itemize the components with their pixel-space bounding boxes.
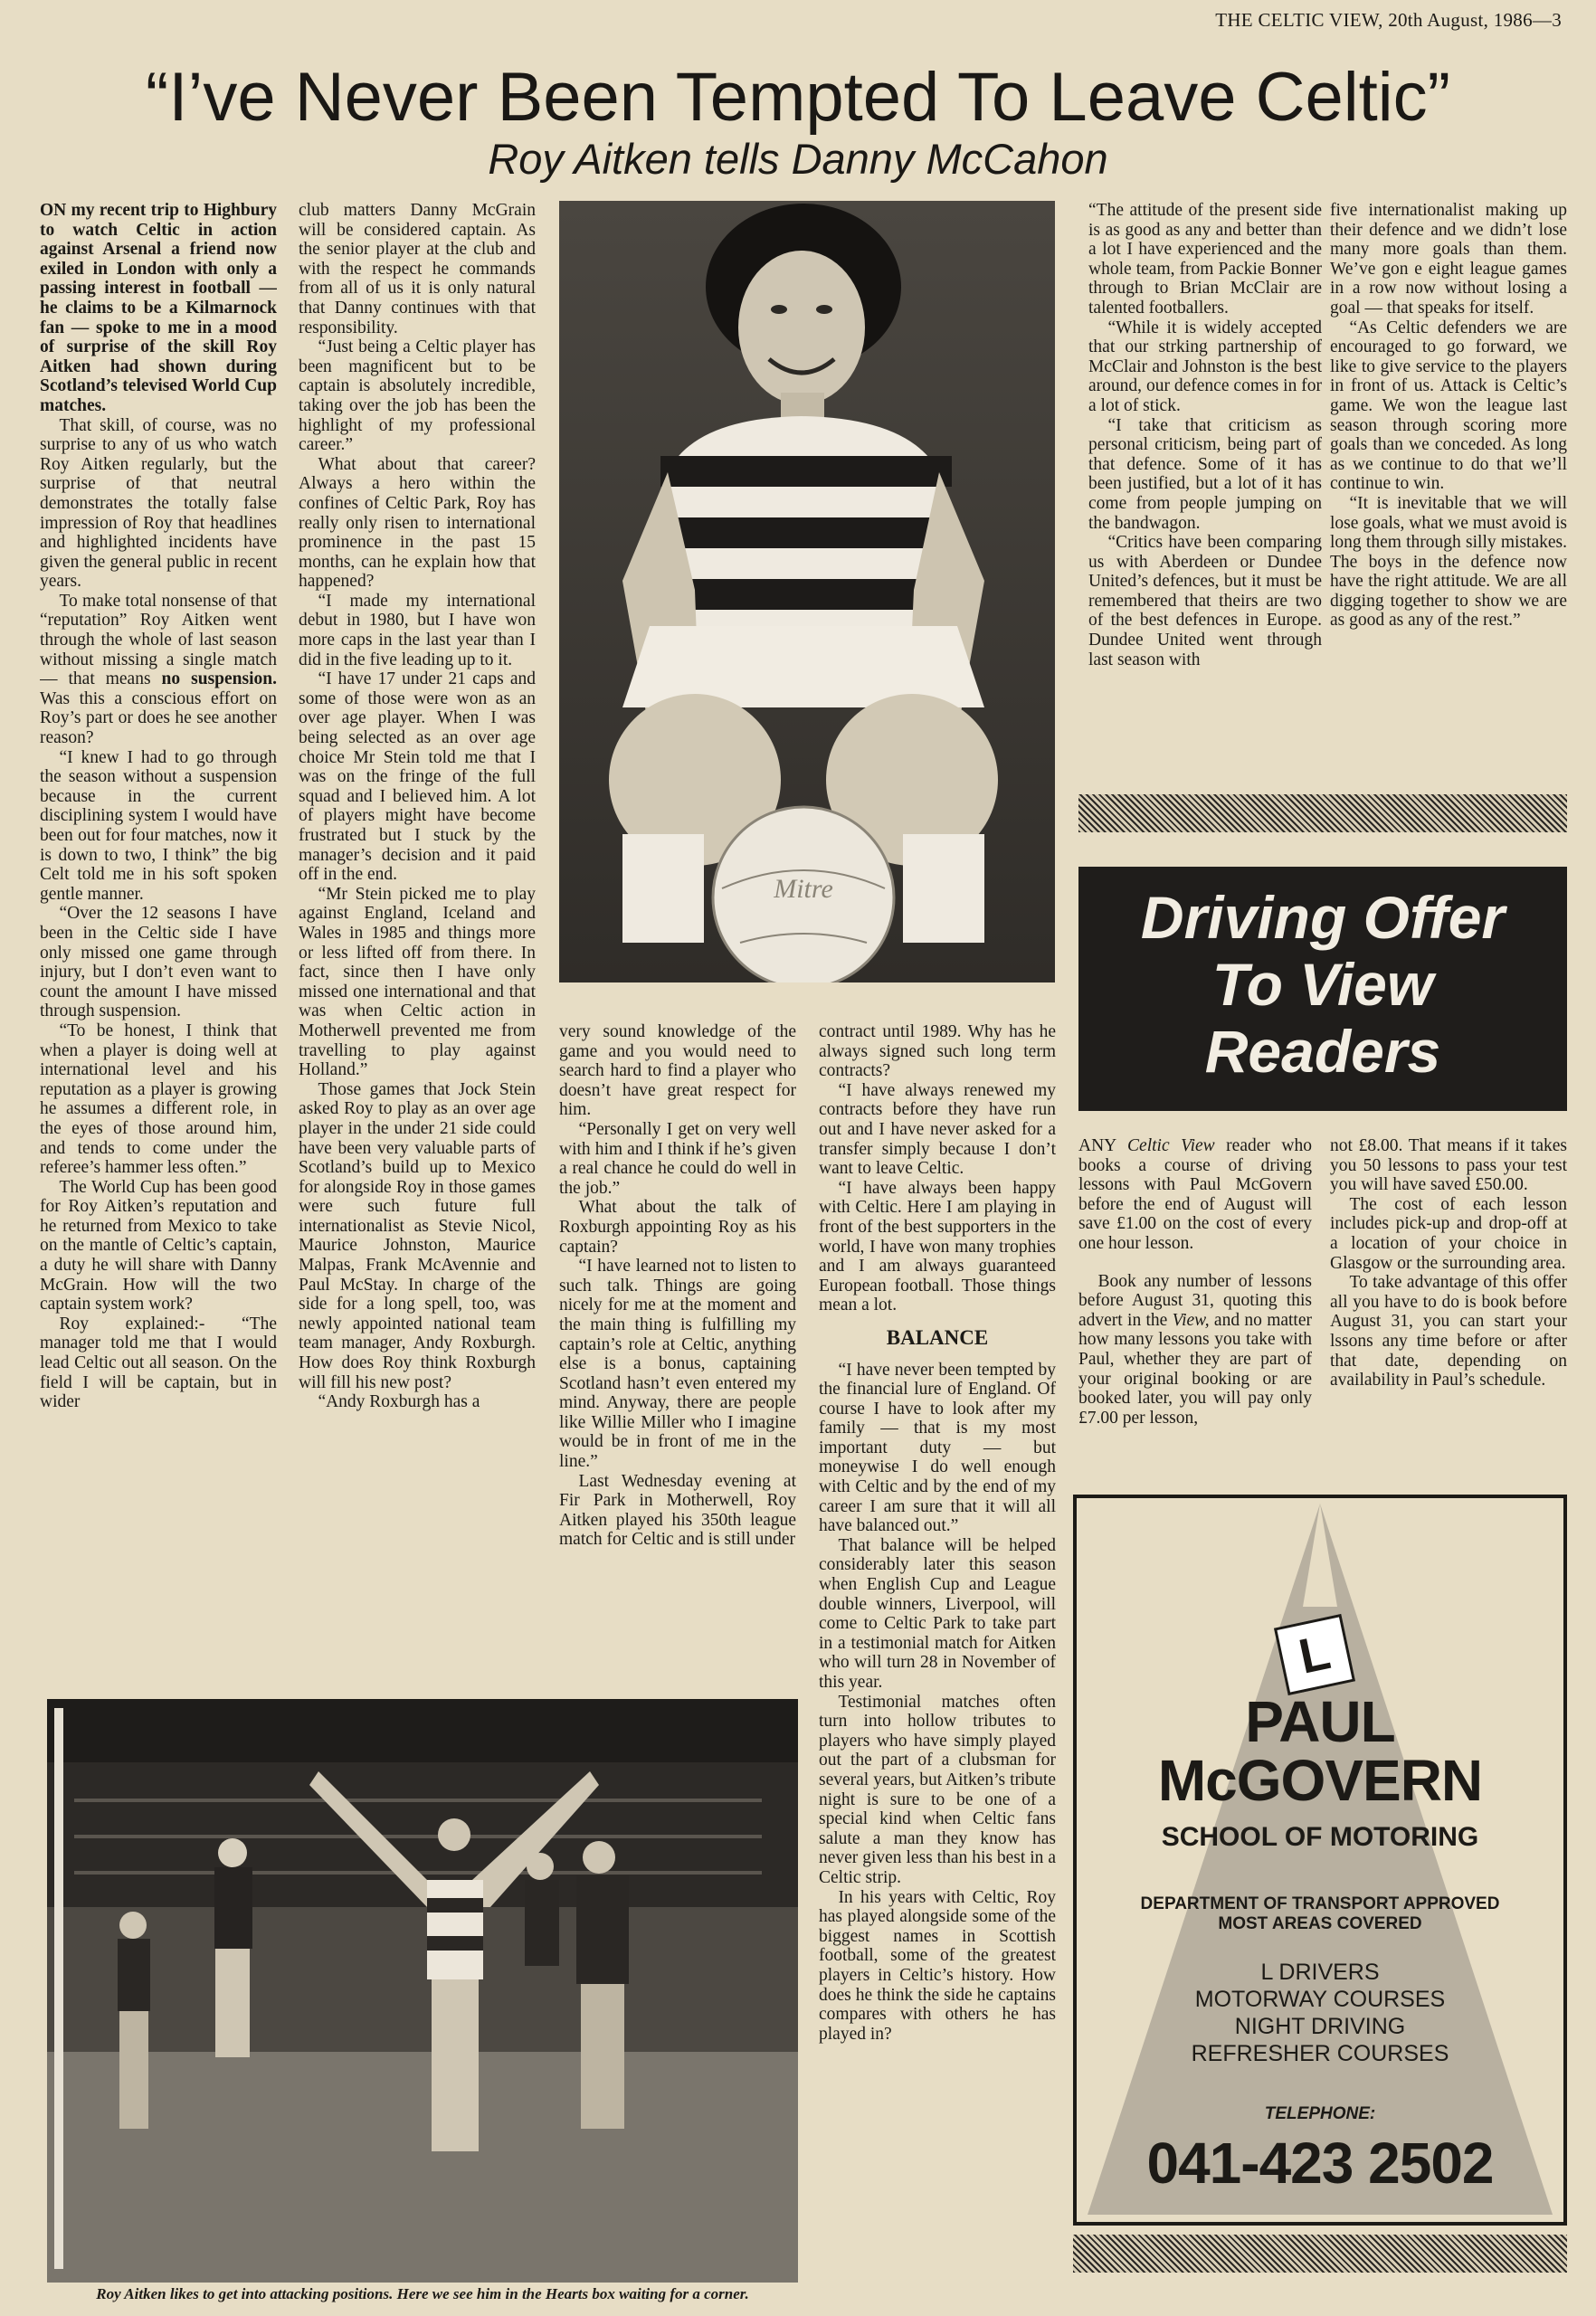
paragraph: That skill, of course, was no surprise to any of us who watch Roy Aitken regularly, but the surprise of that neutral demonstrates the totally false impression of Roy that headlines and highlighted incidents have given the general public in recent years.: [40, 415, 277, 592]
paragraph: “To be honest, I think that when a player is doing well at international level and his reputation as a player is growing he assumes a different role, in the eyes of those around him, and tends to come under the referee’s hammer less often.”: [40, 1020, 277, 1178]
portrait-illustration: [559, 201, 1055, 982]
paragraph: five internationalist making up their defence and we didn’t lose many more goals than them. We’ve gon e eight league games in a row now without losing a goal — that speaks for itself.: [1330, 201, 1567, 318]
paragraph: The World Cup has been good for Roy Aitken’s reputation and he returned from Mexico to take on the mantle of Celtic’s captain, a duty he will share with Danny McGrain. How will the two captain system work?: [40, 1177, 277, 1315]
match-action-illustration: [47, 1699, 798, 2283]
paragraph: That balance will be helped considerably later this season when English Cup and League double winners, Liverpool, will come to Celtic Park to take part in a testimonial match for Aitken who will turn 28 in November of this year.: [819, 1535, 1056, 1692]
advert-dept-line-2: MOST AREAS COVERED: [1218, 1914, 1422, 1933]
article-column-3: [559, 1022, 796, 1656]
paragraph: “I made my international debut in 1980, but I have won more caps in the last year than I did in the five leading up to it.: [299, 591, 536, 669]
paragraph: “While it is widely accepted that our strking partnership of McClair and Johnston is the best around, our defence comes in for a lot of stick.: [1088, 318, 1322, 415]
l-plate-badge: [1274, 1614, 1355, 1695]
paragraph: “I have always renewed my contracts before they have run out and I have never asked for a transfer simply because I don’t want to leave Celtic.: [819, 1080, 1056, 1179]
promo-paragraph: not £8.00. That means if it takes you 50 lessons to pass your test you will have saved £50.00.: [1330, 1136, 1567, 1195]
advert-school: SCHOOL OF MOTORING: [1161, 1822, 1479, 1852]
promo-text-left: [1078, 1136, 1312, 1489]
promo-text-right: [1330, 1136, 1567, 1489]
promo-hatched-border-top: [1078, 794, 1567, 832]
paragraph: “I have never been tempted by the financial lure of England. Of course I have to look after my family — that is my most important duty — but moneywise I do well enough with Celtic and by the end of my career I am sure that it will all have balanced out.”: [819, 1360, 1056, 1536]
intro-paragraph: ON my recent trip to Highbury to watch Celtic in action against Arsenal a friend now exiled in London with only a passing interest in football — he claims to be a Kilmarnock fan — spoke to me in a mood of surprise of the skill Roy Aitken had shown during Scotland’s televised World Cup matches.: [40, 201, 277, 415]
paragraph: What about that career? Always a hero within the confines of Celtic Park, Roy has really only risen to international prominence in the past 15 months, can he explain how that happened?: [299, 454, 536, 592]
l-plate-letter: L: [1294, 1625, 1335, 1685]
paragraph: contract until 1989. Why has he always signed such long term contracts?: [819, 1022, 1056, 1081]
article-column-4: [819, 1022, 1056, 2289]
photo-roy-aitken-portrait: [559, 201, 1055, 982]
promo-paragraph: ANY Celtic View reader who books a course of driving lessons with Paul McGovern before the end of August will save £1.00 on the cost of every one hour lesson.: [1078, 1136, 1312, 1253]
paragraph: Last Wednesday evening at Fir Park in Motherwell, Roy Aitken played his 350th league match for Celtic and is still under: [559, 1471, 796, 1550]
advert-service-item: REFRESHER COURSES: [1191, 2041, 1449, 2066]
paragraph: “The attitude of the present side is as good as any and better than a lot I have experienced and the whole team, from Packie Bonner through to Brian McClair are talented footballers.: [1088, 201, 1322, 318]
article-column-2: [299, 201, 536, 1666]
article-column-5: [1088, 201, 1322, 771]
paragraph: “It is inevitable that we will lose goals, what we must avoid is long them through silly mistakes. The boys in the defence now have the right attitude. We are all digging together to show we are as good as any of the rest.”: [1330, 493, 1567, 631]
advert-name-line-1: PAUL: [1245, 1689, 1395, 1754]
paragraph: “I have always been happy with Celtic. Here I am playing in front of the best supporters in the world, I have won many trophies and I am always guaranteed European football. Those things mean a lot.: [819, 1178, 1056, 1315]
paragraph: “Mr Stein picked me to play against England, Iceland and Wales in 1985 and things more or less lifted off from there. In fact, since then I have only missed one international and that was when Celtic action in Motherwell prevented me from travelling to play against Holland.”: [299, 884, 536, 1080]
paragraph: “Personally I get on very well with him and I think if he’s given a real chance he could do well in the job.”: [559, 1119, 796, 1198]
paragraph: “I have 17 under 21 caps and some of those were won as an over age player. When I was being selected as an over age choice Mr Stein told me that I was on the fringe of the full squad and I believed him. A lot of players might have become frustrated but I stuck by the manager’s decision and it paid off in the end.: [299, 669, 536, 885]
advert-service-item: MOTORWAY COURSES: [1194, 1987, 1446, 2012]
ball-brand-text: Mitre: [774, 874, 833, 904]
paragraph: “I knew I had to go through the season without a suspension because in the current disciplining system I would have been out for four matches, now it is down to two, I think” the big Celt told me in his soft spoken gentle manner.: [40, 747, 277, 904]
article-column-1: [40, 201, 277, 1666]
photo-caption: Roy Aitken likes to get into attacking positions. Here we see him in the Hearts box waiting for a corner.: [96, 2285, 749, 2302]
paragraph: “Just being a Celtic player has been magnificent but to be captain is absolutely incredible, taking over the job has been the highlight of my professional career.”: [299, 337, 536, 455]
promo-paragraph: Book any number of lessons before August 31, quoting this advert in the View, and no matter how many lessons you take with Paul, whether they are part of your original booking or are booked later, you will pay only £7.00 per lesson,: [1078, 1271, 1312, 1428]
paragraph: To make total nonsense of that “reputation” Roy Aitken went through the whole of last season without missing a single match — that means no suspension. Was this a conscious effort on Roy’s part or does he see another reason?: [40, 591, 277, 748]
paragraph: “Andy Roxburgh has a: [318, 1392, 480, 1412]
advert-telephone-number: 041-423 2502: [1146, 2131, 1494, 2196]
paragraph: In his years with Celtic, Roy has played alongside some of the biggest names in Scottish football, some of the greatest players in Celtic’s history. How does he think the side he captains compares with others he has played in?: [819, 1887, 1056, 2044]
promo-title-line-2: To View: [1211, 951, 1434, 1018]
paragraph: very sound knowledge of the game and you would need to search hard to find a player who doesn’t have great respect for him.: [559, 1022, 796, 1120]
paragraph: “I have learned not to listen to such talk. Things are going nicely for me at the moment and the main thing is fulfilling my captain’s role at Celtic, anything else is a bonus, captaining Scotland hasn’t even entered my mind. Anyway, there are people like Willie Miller who I imagine would be in front of me in the line.”: [559, 1257, 796, 1472]
promo-title-box: [1078, 867, 1567, 1111]
advert-dept-line-1: DEPARTMENT OF TRANSPORT APPROVED: [1140, 1894, 1500, 1913]
paragraph: “I take that criticism as personal criticism, being part of that defence. Some of it has been justified, but a lot of it has come from people jumping on the bandwagon.: [1088, 415, 1322, 533]
paragraph: Roy explained:- “The manager told me that I would lead Celtic out all season. On the field I will be captain, but in wider: [40, 1314, 277, 1412]
advert-paul-mcgovern: [1073, 1495, 1567, 2226]
promo-paragraph: To take advantage of this offer all you have to do is book before August 31, you can start your lssons any time before or after that date, depending on availability in Paul’s schedule.: [1330, 1273, 1567, 1391]
advert-name-line-2: McGOVERN: [1157, 1748, 1483, 1813]
paragraph: What about the talk of Roxburgh appointing Roy as his captain?: [559, 1198, 796, 1257]
paragraph: Testimonial matches often turn into hollow tributes to players who have simply played out the part of a clubsman for several years, but Aitken’s tribute night is sure to be one of a special kind when Celtic fans salute a man they know has never given less than his best in a Celtic strip.: [819, 1692, 1056, 1887]
paragraph: Those games that Jock Stein asked Roy to play as an over age player in the under 21 side could have been very valuable parts of Scotland’s build up to Mexico for alongside Roy in those games were such future full internationalist as Stevie Nicol, Maurice Johnston, Maurice Malpas, Frank McAvennie and Paul McStay. In charge of the side for a long spell, too, was newly appointed national team team manager, Andy Roxburgh. How does Roy think Roxburgh will fill his new post?: [299, 1079, 536, 1392]
photo-match-action: [47, 1699, 798, 2283]
headline: “I’ve Never Been Tempted To Leave Celtic”: [146, 59, 1450, 136]
promo-title-line-1: Driving Offer: [1140, 884, 1506, 951]
article-column-6: [1330, 201, 1567, 771]
advert-service-item: L DRIVERS: [1260, 1960, 1380, 1985]
paragraph: “As Celtic defenders we are encouraged to go forward, we like to give service to the players in front of us. Attack is Celtic’s game. We won the league last season through scoring more goals than we conceded. As long as we continue to do that we’ll continue to win.: [1330, 318, 1567, 494]
advert-service-item: NIGHT DRIVING: [1234, 2014, 1406, 2039]
advert-telephone-label: TELEPHONE:: [1264, 2104, 1376, 2123]
byline: Roy Aitken tells Danny McCahon: [488, 135, 1108, 183]
promo-paragraph: The cost of each lesson includes pick-up and drop-off at a location of your choice in Glasgow or the surrounding area.: [1330, 1194, 1567, 1273]
paragraph: “Critics have been comparing us with Aberdeen or Dundee United’s defences, but it must be remembered that theirs are two of the best defences in Europe. Dundee United went through last season with: [1088, 533, 1322, 669]
promo-hatched-border-bottom: [1073, 2235, 1567, 2273]
promo-title-line-3: Readers: [1204, 1018, 1441, 1085]
paragraph: “Over the 12 seasons I have been in the Celtic side I have only missed one game through injury, but I don’t even want to count the amount I have missed through suspension.: [40, 904, 277, 1021]
masthead: THE CELTIC VIEW, 20th August, 1986—3: [1215, 9, 1562, 31]
paragraph: club matters Danny McGrain will be considered captain. As the senior player at the club and with the respect he commands from all of us it is only natural that Danny continues with that responsibility.: [299, 201, 536, 337]
subheading-balance: BALANCE: [886, 1325, 989, 1349]
